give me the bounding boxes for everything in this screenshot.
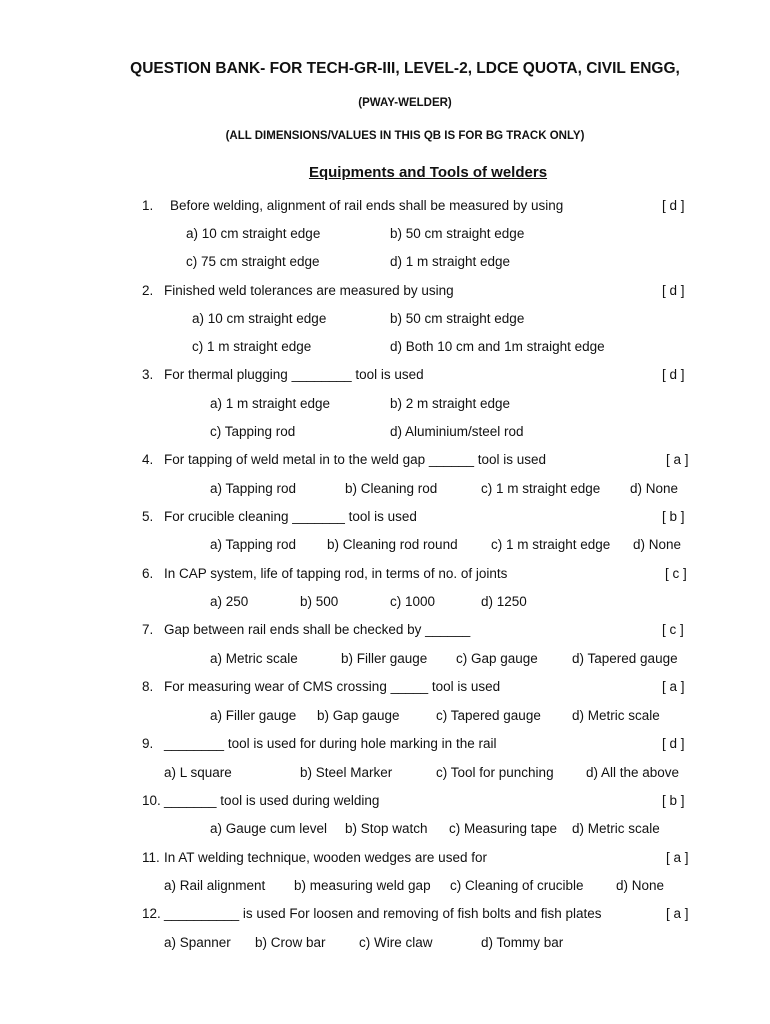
question-number: 11. xyxy=(142,850,160,865)
question-number: 2. xyxy=(142,283,154,298)
option-d: d) Metric scale xyxy=(572,708,660,723)
question-number: 6. xyxy=(142,566,154,581)
question-number: 3. xyxy=(142,367,154,382)
document-title: QUESTION BANK- FOR TECH-GR-III, LEVEL-2, LDCE QUOTA, CIVIL ENGG, xyxy=(130,60,680,77)
answer-key: [ b ] xyxy=(662,509,685,524)
option-c: c) 1 m straight edge xyxy=(192,339,312,354)
question-text: For crucible cleaning _______ tool is used xyxy=(164,509,417,524)
question-text: Finished weld tolerances are measured by using xyxy=(164,283,454,298)
option-c: c) 1000 xyxy=(390,594,436,609)
document-note: (ALL DIMENSIONS/VALUES IN THIS QB IS FOR BG TRACK ONLY) xyxy=(225,130,585,142)
option-b: b) 2 m straight edge xyxy=(390,396,511,411)
option-d: d) Aluminium/steel rod xyxy=(390,424,524,439)
answer-key: [ a ] xyxy=(666,850,689,865)
question-number: 4. xyxy=(142,452,154,467)
question-number: 1. xyxy=(142,198,154,213)
question-text: _______ tool is used during welding xyxy=(164,793,380,808)
answer-key: [ c ] xyxy=(665,566,687,581)
option-b: b) 50 cm straight edge xyxy=(390,226,525,241)
answer-key: [ d ] xyxy=(662,198,685,213)
question-text: In CAP system, life of tapping rod, in terms of no. of joints xyxy=(164,566,508,581)
option-a: a) Filler gauge xyxy=(210,708,297,723)
question-text: __________ is used For loosen and removing of fish bolts and fish plates xyxy=(164,906,602,921)
option-b: b) 500 xyxy=(300,594,339,609)
question-text: For measuring wear of CMS crossing _____ tool is used xyxy=(164,679,501,694)
option-a: a) Tapping rod xyxy=(210,537,297,552)
option-a: a) Rail alignment xyxy=(164,878,266,893)
option-d: d) 1 m straight edge xyxy=(390,254,511,269)
answer-key: [ d ] xyxy=(662,736,685,751)
question-number: 8. xyxy=(142,679,154,694)
option-c: c) Tool for punching xyxy=(436,765,554,780)
question-text: ________ tool is used for during hole marking in the rail xyxy=(164,736,497,751)
option-a: a) Gauge cum level xyxy=(210,821,328,836)
option-c: c) 1 m straight edge xyxy=(481,481,601,496)
option-a: a) Tapping rod xyxy=(210,481,297,496)
option-d: d) Tapered gauge xyxy=(572,651,678,666)
question-number: 5. xyxy=(142,509,154,524)
option-c: c) Tapered gauge xyxy=(436,708,541,723)
option-b: b) Cleaning rod xyxy=(345,481,438,496)
option-c: c) Tapping rod xyxy=(210,424,296,439)
option-c: c) Cleaning of crucible xyxy=(450,878,584,893)
answer-key: [ c ] xyxy=(662,622,684,637)
question-text: Gap between rail ends shall be checked by ______ xyxy=(164,622,471,637)
option-d: d) Tommy bar xyxy=(481,935,564,950)
option-a: a) Metric scale xyxy=(210,651,298,666)
section-title: Equipments and Tools of welders xyxy=(308,164,548,181)
option-a: a) Spanner xyxy=(164,935,231,950)
question-text: Before welding, alignment of rail ends shall be measured by using xyxy=(170,198,564,213)
answer-key: [ a ] xyxy=(662,679,685,694)
option-b: b) Cleaning rod round xyxy=(327,537,458,552)
option-a: a) L square xyxy=(164,765,232,780)
option-d: d) Metric scale xyxy=(572,821,660,836)
option-a: a) 250 xyxy=(210,594,249,609)
option-b: b) Filler gauge xyxy=(341,651,428,666)
option-d: d) None xyxy=(630,481,679,496)
question-number: 10. xyxy=(142,793,161,808)
option-a: a) 1 m straight edge xyxy=(210,396,331,411)
question-text: For thermal plugging ________ tool is used xyxy=(164,367,424,382)
answer-key: [ d ] xyxy=(662,283,685,298)
option-c: c) 75 cm straight edge xyxy=(186,254,320,269)
option-a: a) 10 cm straight edge xyxy=(192,311,327,326)
question-number: 7. xyxy=(142,622,154,637)
option-d: d) All the above xyxy=(586,765,680,780)
option-b: b) measuring weld gap xyxy=(294,878,431,893)
option-d: d) None xyxy=(616,878,665,893)
document-subtitle: (PWAY-WELDER) xyxy=(358,97,452,109)
option-b: b) Steel Marker xyxy=(300,765,393,780)
option-d: d) Both 10 cm and 1m straight edge xyxy=(390,339,605,354)
option-c: c) Wire claw xyxy=(359,935,433,950)
answer-key: [ d ] xyxy=(662,367,685,382)
option-b: b) Crow bar xyxy=(255,935,326,950)
option-c: c) Measuring tape xyxy=(449,821,558,836)
option-d: d) None xyxy=(633,537,682,552)
question-number: 12. xyxy=(142,906,161,921)
answer-key: [ b ] xyxy=(662,793,685,808)
question-number: 9. xyxy=(142,736,154,751)
option-b: b) 50 cm straight edge xyxy=(390,311,525,326)
question-text: In AT welding technique, wooden wedges are used for xyxy=(164,850,487,865)
option-c: c) 1 m straight edge xyxy=(491,537,611,552)
answer-key: [ a ] xyxy=(666,906,689,921)
option-a: a) 10 cm straight edge xyxy=(186,226,321,241)
option-b: b) Gap gauge xyxy=(317,708,400,723)
option-c: c) Gap gauge xyxy=(456,651,538,666)
answer-key: [ a ] xyxy=(666,452,689,467)
option-b: b) Stop watch xyxy=(345,821,428,836)
question-text: For tapping of weld metal in to the weld gap ______ tool is used xyxy=(164,452,546,467)
option-d: d) 1250 xyxy=(481,594,527,609)
